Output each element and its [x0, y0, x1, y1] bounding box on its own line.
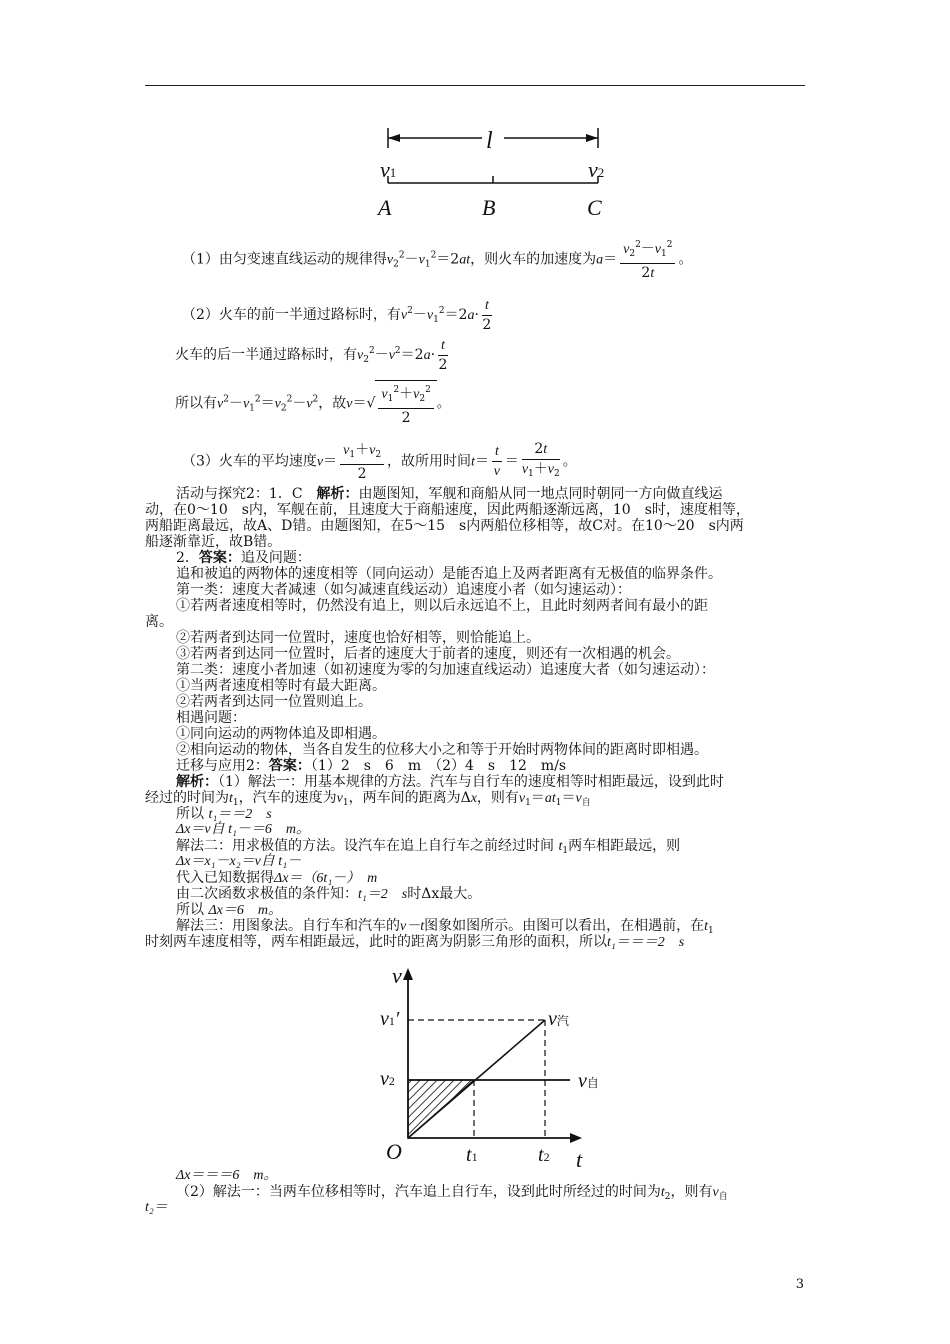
- figure-vt-graph: [370, 960, 600, 1165]
- para-2: （2）火车的前一半通过路标时，有$v^2-v_1^2=2a\cdot$ $\frac{t}{2}$: [182, 298, 492, 333]
- line-19: 解析：（1）解法一：用基本规律的方法。汽车与自行车的速度相等时相距最远，设到此时: [176, 774, 724, 790]
- para-4: 所以有$v^2-v_1^2=v_2^2-v^2$，故v＝√ $\frac{v_1^2+v_2^2}{2}$ 。: [175, 380, 451, 427]
- line-05: 2．答案：追及问题：: [176, 550, 311, 566]
- axis-label-t: t: [576, 1147, 583, 1172]
- axis-label-v: v: [392, 963, 402, 988]
- label-v1: v1: [380, 157, 397, 182]
- line-label-vzi: v自: [578, 1070, 599, 1092]
- para-5: （3）火车的平均速度v＝ $\frac{v_1+v_2}{2}$ ，故所用时间t＝ $\frac{t}{v}$ ＝ $\frac{2t}{v_1+v_2}$ 。: [182, 441, 577, 482]
- line-17: ②相向运动的物体，当各自发生的位移大小之和等于开始时两物体间的距离时即相遇。: [176, 742, 708, 758]
- tick-label-v1prime: v1′: [380, 1008, 400, 1030]
- line-27: 所以 Δx＝6 m。: [176, 902, 282, 918]
- line-12: 第二类：速度小者加速（如初速度为零的匀加速直线运动）追速度大者（如匀速运动）：: [176, 662, 715, 678]
- line-10: ②若两者到达同一位置时，速度也恰好相等，则恰能追上。: [176, 630, 540, 646]
- line-24: Δx＝x₁－x₂＝v自 t₁－: [176, 854, 302, 869]
- line-22: Δx＝v自 t₁－＝6 m。: [176, 822, 311, 837]
- line-07: 第一类：速度大者减速（如匀减速直线运动）追速度小者（如匀速运动）：: [176, 582, 631, 598]
- line-13: ①当两者速度相等时有最大距离。: [176, 678, 386, 694]
- label-B: B: [482, 195, 496, 220]
- line-label-vqi: v汽: [548, 1008, 569, 1030]
- line-06: 追和被追的两物体的速度相等（同向运动）是能否追上及两者距离有无极值的临界条件。: [176, 566, 722, 582]
- para-3: 火车的后一半通过路标时，有$v_2^2-v^2=2a\cdot$ $\frac{t}{2}$: [175, 338, 448, 373]
- line-04: 船逐渐靠近，故B错。: [145, 534, 282, 550]
- line-14: ②若两者到达同一位置则追上。: [176, 694, 372, 710]
- line-08: ①若两者速度相等时，仍然没有追上，则以后永远追不上，且此时刻两者间有最小的距: [176, 598, 708, 614]
- tick-label-t2: t2: [538, 1144, 550, 1166]
- label-A: A: [378, 195, 392, 220]
- line-23: 解法二：用求极值的方法。设汽车在追上自行车之前经过时间 $t_1$两车相距最远，则: [176, 838, 681, 856]
- label-l: l: [486, 128, 493, 154]
- line-02: 动，在0～10 s内，军舰在前，且速度大于商船速度，因此两船逐渐远离，10 s时，速度相等，: [145, 502, 750, 518]
- line-21: 所以 t₁＝＝2 s: [176, 806, 272, 822]
- line-26: 由二次函数求极值的条件知：t₁＝2 s时Δx最大。: [176, 886, 482, 902]
- line-28: 解法三：用图象法。自行车和汽车的v－t图象如图所示。由图可以看出，在相遇前，在$t_1$: [176, 918, 714, 936]
- line-09: 离。: [145, 614, 173, 630]
- tick-label-t1: t1: [466, 1144, 478, 1166]
- line-30: Δx＝＝＝6 m。: [176, 1168, 278, 1183]
- page-number: 3: [795, 1277, 804, 1292]
- line-20: 经过的时间为$t_1$，汽车的速度为$v_1$，两车间的距离为Δx，则有$v_1=at_1=v_自$: [145, 790, 591, 808]
- line-31: （2）解法一：当两车位移相等时，汽车追上自行车，设到此时所经过的时间为$t_2$，则有$v_自$: [176, 1184, 728, 1202]
- line-11: ③若两者到达同一位置时，后者的速度大于前者的速度，则还有一次相遇的机会。: [176, 646, 680, 662]
- line-15: 相遇问题：: [176, 710, 246, 726]
- line-32: t₂＝: [145, 1200, 168, 1215]
- label-C: C: [587, 195, 602, 220]
- line-16: ①同向运动的两物体追及即相遇。: [176, 726, 386, 742]
- line-03: 两船距离最远，故A、D错。由题图知，在5～15 s内两船位移相等，故C对。在10～20 s内两: [145, 518, 744, 534]
- top-rule: [145, 85, 805, 86]
- line-25: 代入已知数据得Δx＝（6t₁－） m: [176, 870, 378, 886]
- origin-label: O: [386, 1139, 402, 1164]
- line-18: 迁移与应用2：答案：（1）2 s 6 m （2）4 s 12 m/s: [176, 758, 567, 774]
- label-v2: v2: [588, 157, 605, 182]
- line-29: 时刻两车速度相等，两车相距最远，此时的距离为阴影三角形的面积，所以t₁＝＝＝2 s: [145, 934, 685, 950]
- para-1: （1）由匀变速直线运动的规律得$v_2^2-v_1^2=2at$，则火车的加速度为a＝ $\frac{v_2^2-v_1^2}{2t}$ 。: [182, 236, 692, 283]
- tick-label-v2: v2: [380, 1068, 395, 1090]
- line-01: 活动与探究2：1．C 解析：由题图知，军舰和商船从同一地点同时朝同一方向做直线运: [176, 486, 723, 502]
